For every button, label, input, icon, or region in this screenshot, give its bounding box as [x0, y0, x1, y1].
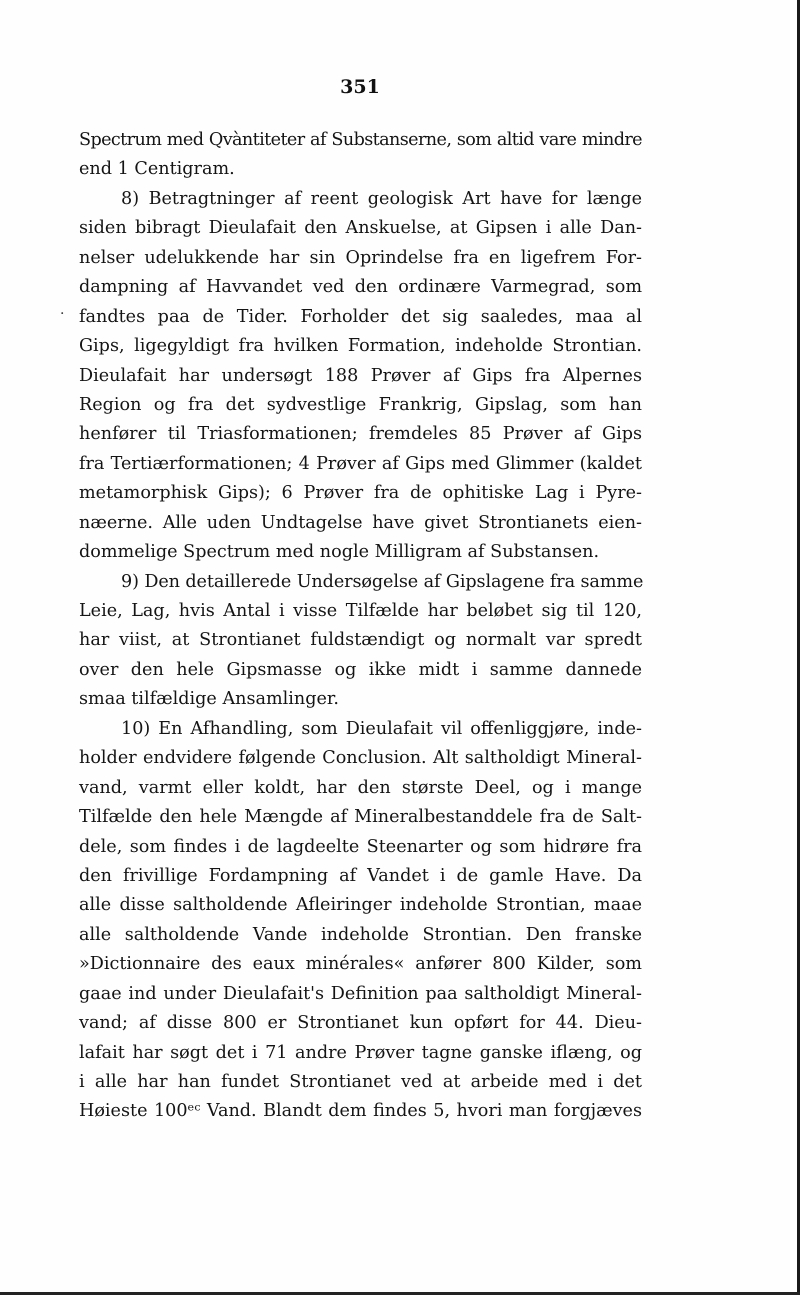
text-line: smaa tilfældige Ansamlinger.	[79, 689, 340, 710]
text-line: Høieste 100ᵉᶜ Vand. Blandt dem findes 5, hvori man forgjæves	[79, 1101, 642, 1122]
body-text	[79, 126, 642, 1127]
text-line: den frivillige Fordampning af Vandet i de gamle Have. Da	[79, 865, 642, 886]
text-line: Tilfælde den hele Mængde af Mineralbestanddele fra de Salt-	[79, 807, 642, 828]
text-line: holder endvidere følgende Conclusion. Alt saltholdigt Mineral-	[79, 748, 642, 769]
text-line: i alle har han fundet Strontianet ved at arbeide med i det	[79, 1072, 642, 1092]
text-line: »Dictionnaire des eaux minérales« anfører 800 Kilder, som	[79, 954, 642, 975]
paragraph-8-first-line: 8) Betragtninger af reent geologisk Art have for længe	[121, 188, 642, 209]
margin-mark: ·	[60, 306, 65, 322]
text-line: Leie, Lag, hvis Antal i visse Tilfælde har beløbet sig til 120,	[79, 601, 642, 621]
text-line: næerne. Alle uden Undtagelse have givet Strontianets eien-	[79, 512, 642, 533]
text-line: dampning af Havvandet ved den ordinære Varmegrad, som	[79, 277, 642, 298]
text-line: fandtes paa de Tider. Forholder det sig saaledes, maa al	[79, 306, 642, 327]
text-line: har viist, at Strontianet fuldstændigt og normalt var spredt	[79, 630, 642, 651]
text-line: lafait har søgt det i 71 andre Prøver tagne ganske iflæng, og	[79, 1042, 642, 1063]
text-line: nelser udelukkende har sin Oprindelse fra en ligefrem For-	[79, 247, 642, 268]
paragraph-10-first-line: 10) En Afhandling, som Dieulafait vil offenliggjøre, inde-	[121, 718, 642, 739]
text-line: Region og fra det sydvestlige Frankrig, Gipslag, som han	[79, 394, 642, 415]
text-line: metamorphisk Gips); 6 Prøver fra de ophitiske Lag i Pyre-	[79, 483, 642, 504]
text-line: alle disse saltholdende Afleiringer indeholde Strontian, maae	[79, 895, 642, 916]
text-line: Gips, ligegyldigt fra hvilken Formation, indeholde Strontian.	[79, 336, 642, 357]
text-line: vand, varmt eller koldt, har den største Deel, og i mange	[79, 777, 642, 798]
page-number: 351	[340, 76, 380, 98]
text-line: dele, som findes i de lagdeelte Steenarter og som hidrøre fra	[79, 836, 642, 857]
text-line: fra Tertiærformationen; 4 Prøver af Gips med Glimmer (kaldet	[79, 453, 642, 474]
text-line: siden bibragt Dieulafait den Anskuelse, at Gipsen i alle Dan-	[79, 218, 642, 239]
text-line: end 1 Centigram.	[79, 159, 235, 180]
text-line: henfører til Triasformationen; fremdeles 85 Prøver af Gips	[79, 424, 642, 445]
text-line: vand; af disse 800 er Strontianet kun opført for 44. Dieu-	[79, 1013, 642, 1034]
text-line: Dieulafait har undersøgt 188 Prøver af Gips fra Alpernes	[79, 365, 642, 386]
paragraph-9-first-line: 9) Den detaillerede Undersøgelse af Gipslagene fra samme	[121, 571, 644, 592]
text-line: Spectrum med Qvàntiteter af Substanserne, som altid vare mindre	[79, 130, 642, 150]
text-line: dommelige Spectrum med nogle Milligram af Substansen.	[79, 542, 600, 563]
text-line: alle saltholdende Vande indeholde Strontian. Den franske	[79, 924, 642, 945]
text-line: gaae ind under Dieulafait's Definition paa saltholdigt Mineral-	[79, 983, 642, 1004]
text-line: over den hele Gipsmasse og ikke midt i samme dannede	[79, 659, 642, 680]
